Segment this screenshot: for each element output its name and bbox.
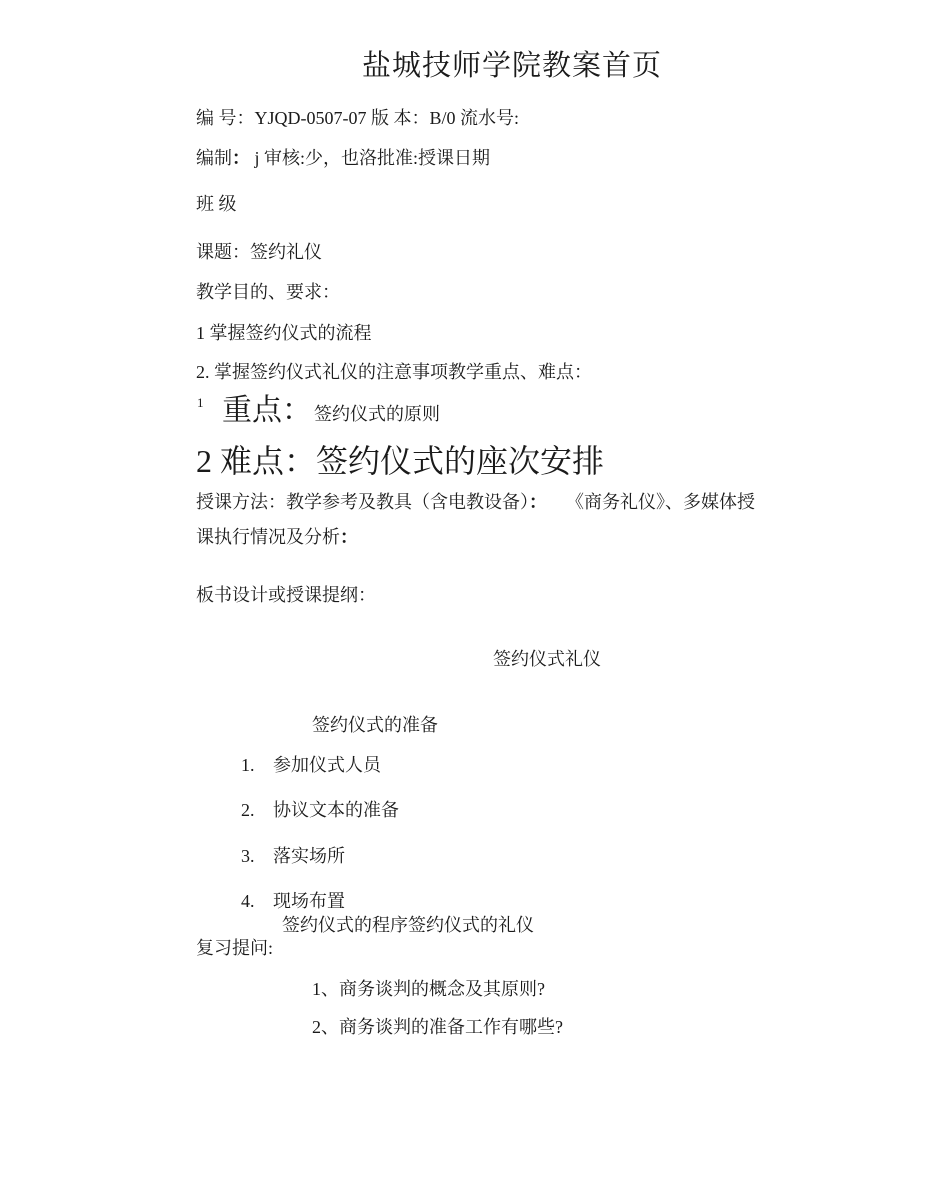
- lesson-topic: 课题：签约礼仪: [196, 242, 322, 262]
- author-line: [196, 146, 490, 170]
- key-point-label: 重点：: [222, 394, 312, 427]
- outline-section-preparation: 签约仪式的准备: [312, 715, 438, 735]
- goal-item-2: 2. 掌握签约仪式礼仪的注意事项教学重点、难点：: [196, 362, 592, 382]
- list-item-number: 2.: [241, 800, 255, 820]
- list-item-text: 参加仪式人员: [273, 755, 381, 775]
- key-point-text: 签约仪式的原则: [314, 404, 440, 424]
- list-item-number: 4.: [241, 891, 255, 911]
- author-label: 编制: [196, 148, 232, 168]
- author-line-rest: j 审核:少，也洛批准:授课日期: [250, 148, 491, 168]
- analysis-text: 课执行情况及分析: [196, 527, 340, 547]
- outline-heading: 签约仪式礼仪: [493, 649, 601, 669]
- teaching-method-colon: ：: [529, 492, 547, 512]
- teaching-tools: 《商务礼仪》、多媒体授: [575, 492, 755, 512]
- outline-section-procedure: 签约仪式的程序签约仪式的礼仪: [282, 915, 534, 935]
- list-item-text: 现场布置: [273, 891, 345, 911]
- analysis-line: [196, 525, 358, 549]
- page-title: 盐城技师学院教案首页: [362, 50, 663, 82]
- key-point-line: [222, 392, 440, 430]
- teaching-method-line: [196, 490, 755, 514]
- difficult-point: 2 难点：签约仪式的座次安排: [196, 443, 605, 479]
- list-item-number: 1.: [241, 755, 255, 775]
- author-colon: ：: [232, 148, 250, 168]
- review-label: 复习提问:: [196, 938, 274, 958]
- class-line: 班 级: [196, 194, 237, 214]
- teaching-method-text: 授课方法：教学参考及教具（含电教设备）: [196, 492, 529, 512]
- list-item-number: 3.: [241, 846, 255, 866]
- review-question-2: 2、商务谈判的准备工作有哪些?: [312, 1017, 563, 1037]
- list-item-text: 落实场所: [273, 846, 345, 866]
- board-design-label: 板书设计或授课提纲：: [196, 585, 376, 605]
- key-point-number: 1: [197, 395, 204, 410]
- doc-number-line: 编 号：YJQD-0507-07 版 本：B/0 流水号:: [196, 108, 519, 128]
- goals-label: 教学目的、要求：: [196, 282, 340, 302]
- goal-item-1: 1 掌握签约仪式的流程: [196, 323, 372, 343]
- analysis-colon: ：: [340, 527, 358, 547]
- review-question-1: 1、商务谈判的概念及其原则?: [312, 979, 545, 999]
- list-item-text: 协议文本的准备: [273, 800, 399, 820]
